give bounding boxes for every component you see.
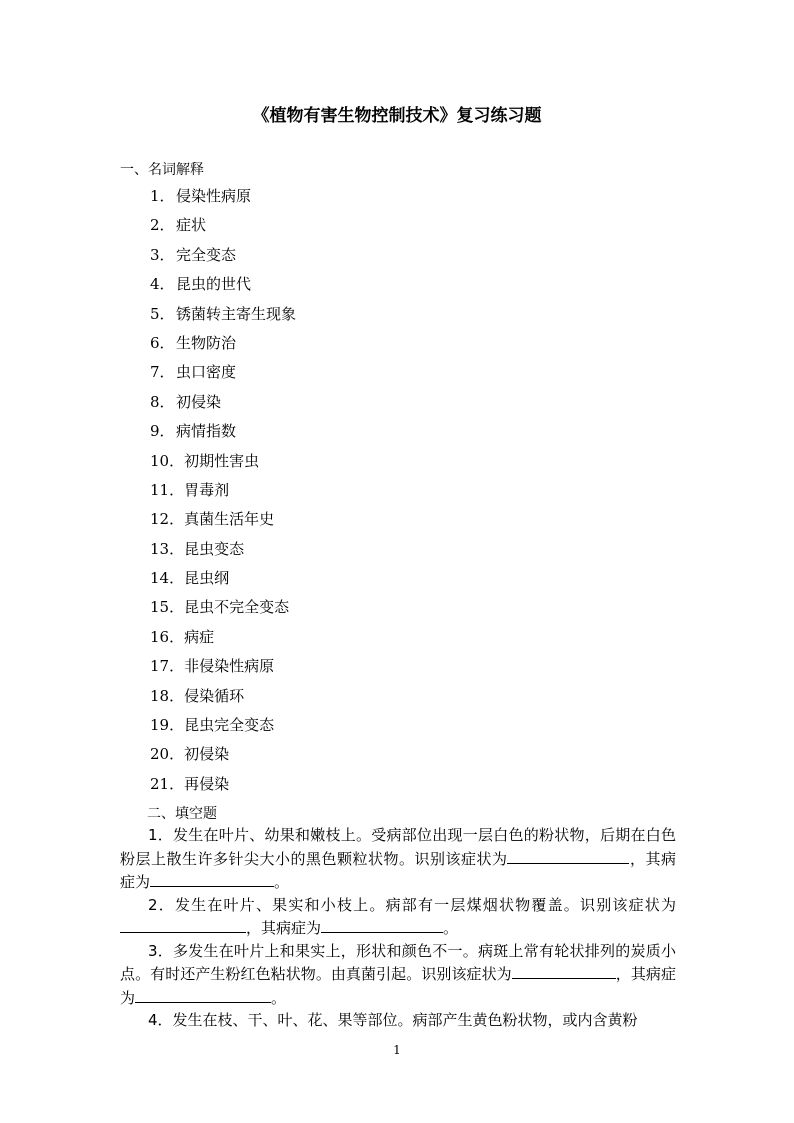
item-number: 3． <box>150 245 175 264</box>
item-number: 13． <box>150 539 185 558</box>
item-number: 20． <box>150 745 185 764</box>
section-heading-terms: 一、名词解释 <box>120 162 204 178</box>
list-item <box>150 420 296 449</box>
question-3 <box>120 940 676 1010</box>
document-title: 《植物有害生物控制技术》复习练习题 <box>252 106 542 126</box>
list-item <box>150 567 296 596</box>
question-text: 4．发生在枝、干、叶、花、果等部位。病部产生黄色粉状物，或内含黄粉 <box>148 1011 638 1029</box>
item-number: 7． <box>150 363 175 382</box>
item-text: 完全变态 <box>176 245 237 264</box>
item-text: 昆虫不完全变态 <box>184 598 290 617</box>
question-text: 3．多发生在叶片上和果实上，形状和颜色不一。病斑上常有轮状排列的炭质小点。有时还产生粉红色粘状物。由真菌引起。识别该症状为 <box>120 941 676 983</box>
item-text: 初侵染 <box>184 745 230 764</box>
question-text: ，其病症为 <box>120 965 676 1007</box>
answer-blank <box>150 870 274 887</box>
item-number: 18． <box>150 686 185 705</box>
item-text: 昆虫变态 <box>184 539 245 558</box>
list-item <box>150 332 296 361</box>
item-number: 21． <box>150 774 185 793</box>
item-number: 15． <box>150 598 185 617</box>
item-number: 6． <box>150 333 175 352</box>
list-item <box>150 538 296 567</box>
item-number: 19． <box>150 716 185 735</box>
list-item <box>150 714 296 743</box>
item-text: 病情指数 <box>176 422 237 441</box>
item-number: 10． <box>150 451 185 470</box>
item-text: 虫口密度 <box>176 363 237 382</box>
item-number: 9． <box>150 422 175 441</box>
list-item <box>150 214 296 243</box>
question-text: ，其病症为 <box>246 919 322 937</box>
item-text: 非侵染性病原 <box>184 657 275 676</box>
item-text: 初期性害虫 <box>184 451 260 470</box>
question-1 <box>120 824 676 894</box>
question-text: 。 <box>271 988 287 1007</box>
item-number: 17． <box>150 657 185 676</box>
section-heading-fill-blanks: 二、填空题 <box>147 806 217 822</box>
item-text: 真菌生活年史 <box>184 510 275 529</box>
question-2 <box>120 894 676 940</box>
question-text: 1．发生在叶片、幼果和嫩枝上。受病部位出现一层白色的粉状物，后期在白色粉层上散生许多针尖大小的黑色颗粒状物。识别该症状为 <box>120 826 676 868</box>
item-number: 16． <box>150 627 185 646</box>
item-number: 8． <box>150 392 175 411</box>
list-item <box>150 508 296 537</box>
list-item <box>150 450 296 479</box>
item-number: 4． <box>150 275 175 294</box>
list-item <box>150 361 296 390</box>
answer-blank <box>120 916 246 933</box>
list-item <box>150 273 296 302</box>
item-text: 症状 <box>176 216 207 235</box>
item-text: 侵染性病原 <box>176 187 252 205</box>
item-number: 11． <box>150 480 185 499</box>
question-text: 2．发生在叶片、果实和小枝上。病部有一层煤烟状物覆盖。识别该症状为 <box>148 895 676 914</box>
list-item <box>150 596 296 625</box>
list-item <box>150 626 296 655</box>
item-number: 2． <box>150 216 175 235</box>
list-item <box>150 685 296 714</box>
list-item <box>150 244 296 273</box>
item-number: 14． <box>150 569 185 588</box>
item-number: 5． <box>150 304 175 323</box>
list-item <box>150 743 296 772</box>
item-text: 昆虫纲 <box>184 569 230 588</box>
item-text: 生物防治 <box>176 333 237 352</box>
question-text: 。 <box>443 919 459 937</box>
answer-blank <box>135 986 271 1003</box>
answer-blank <box>512 962 616 979</box>
fill-blank-questions <box>120 824 676 1032</box>
item-text: 侵染循环 <box>184 686 245 705</box>
list-item <box>150 185 296 214</box>
question-text: ，其病症为 <box>120 849 676 891</box>
item-number: 1． <box>150 187 175 205</box>
list-item <box>150 773 296 802</box>
item-text: 胃毒剂 <box>184 480 230 499</box>
question-4 <box>120 1009 676 1032</box>
item-text: 锈菌转主寄生现象 <box>176 304 297 323</box>
item-text: 病症 <box>184 627 215 646</box>
item-text: 再侵染 <box>184 774 230 793</box>
item-text: 昆虫完全变态 <box>184 716 275 735</box>
term-list <box>150 185 296 802</box>
answer-blank <box>507 847 629 864</box>
list-item <box>150 391 296 420</box>
page-number: 1 <box>393 1043 401 1057</box>
answer-blank <box>321 916 443 933</box>
list-item <box>150 303 296 332</box>
list-item <box>150 479 296 508</box>
item-text: 昆虫的世代 <box>176 275 252 294</box>
item-number: 12． <box>150 510 185 529</box>
item-text: 初侵染 <box>176 392 222 411</box>
question-text: 。 <box>274 873 290 891</box>
list-item <box>150 655 296 684</box>
